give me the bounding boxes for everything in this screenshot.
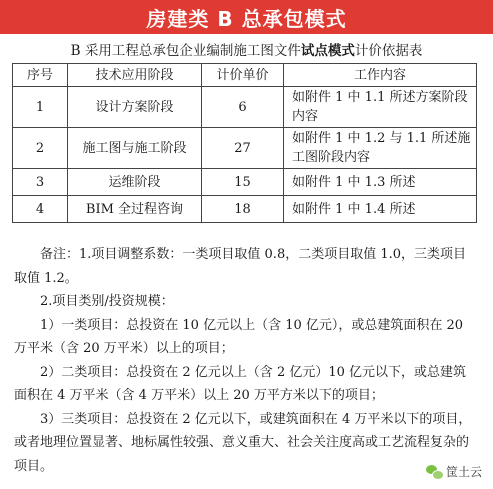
doc-title-bold: 试点模式: [300, 43, 355, 59]
col-header-price: 计价单价: [202, 64, 284, 87]
watermark-text: 筐土云: [445, 465, 482, 479]
cell-work: 如附件 1 中 1.1 所述方案阶段内容: [284, 87, 477, 128]
doc-title-prefix: B 采用工程总承包企业编制施工图文件: [70, 43, 301, 59]
cell-stage: 施工图与施工阶段: [68, 128, 202, 169]
table-row: [13, 128, 477, 169]
cell-no: 2: [13, 128, 68, 169]
note-category-2: 2）二类项目：总投资在 2 亿元以上（含 2 亿元）10 亿元以下，或总建筑面积在 4 万平米（含 4 万平米）以上 20 万平方米以下的项目；: [14, 364, 467, 403]
table-row: [13, 196, 477, 223]
note-category-heading: 2.项目类别/投资规模：: [40, 294, 174, 309]
wechat-icon: [426, 465, 442, 479]
cell-price: 6: [202, 87, 284, 128]
cell-stage: BIM 全过程咨询: [68, 196, 202, 223]
table-header-row: [13, 64, 477, 87]
title-banner: [0, 0, 493, 34]
watermark: [423, 462, 485, 481]
cell-no: 4: [13, 196, 68, 223]
note-category-3: 3）三类项目：总投资在 2 亿元以下，或建筑面积在 4 万平米以下的项目，或者地理位置显著、地标属性较强、意义重大、社会关注度高或工艺流程复杂的项目。: [14, 411, 472, 474]
doc-title-suffix: 计价依据表: [354, 43, 423, 59]
pricing-table: [12, 63, 477, 223]
cell-work: 如附件 1 中 1.4 所述: [284, 196, 477, 223]
cell-price: 15: [202, 169, 284, 196]
cell-no: 1: [13, 87, 68, 128]
notes-section: [14, 243, 476, 478]
cell-price: 18: [202, 196, 284, 223]
table-row: [13, 87, 477, 128]
table-row: [13, 169, 477, 196]
col-header-work: 工作内容: [284, 64, 477, 87]
cell-work: 如附件 1 中 1.3 所述: [284, 169, 477, 196]
col-header-stage: 技术应用阶段: [68, 64, 202, 87]
cell-stage: 运维阶段: [68, 169, 202, 196]
banner-title: 房建类 B 总承包模式: [146, 6, 347, 31]
cell-stage: 设计方案阶段: [68, 87, 202, 128]
document-title: [0, 39, 493, 59]
cell-no: 3: [13, 169, 68, 196]
note-adjustment: 备注：1.项目调整系数：一类项目取值 0.8，二类项目取值 1.0，三类项目取值 1.2。: [14, 247, 467, 286]
col-header-no: 序号: [13, 64, 68, 87]
note-category-1: 1）一类项目：总投资在 10 亿元以上（含 10 亿元），或总建筑面积在 20 万平米（含 20 万平米）以上的项目；: [14, 317, 464, 356]
cell-price: 27: [202, 128, 284, 169]
cell-work: 如附件 1 中 1.2 与 1.1 所述施工图阶段内容: [284, 128, 477, 169]
